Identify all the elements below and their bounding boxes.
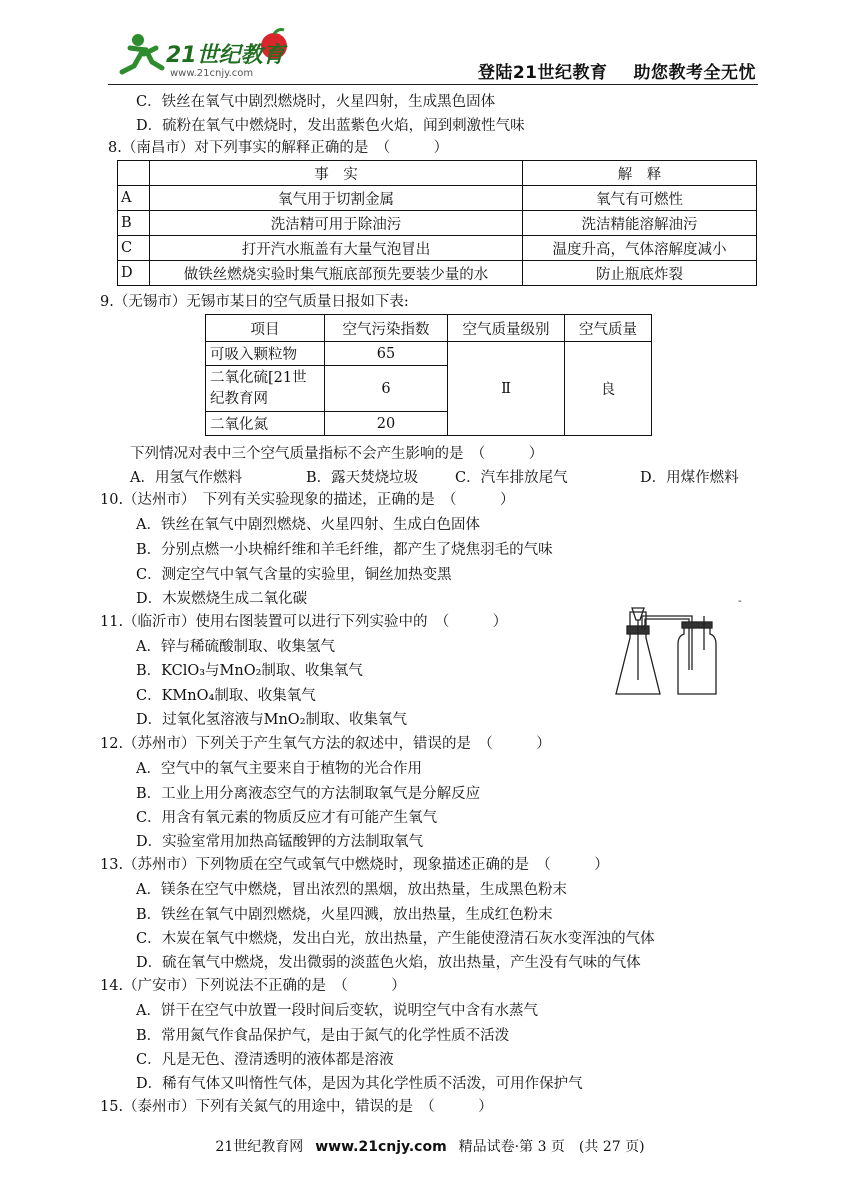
table-row: 二氧化硫[21世 纪教育网 6 — [206, 366, 652, 412]
q9-option-a: A．用氢气作燃料 — [130, 470, 242, 486]
slogan-left: 登陆21世纪教育 — [477, 63, 608, 83]
running-man-icon — [122, 34, 162, 72]
q10-option-b: B．分别点燃一小块棉纤维和羊毛纤维，都产生了烧焦羽毛的气味 — [136, 542, 553, 558]
table-row: 二氧化氮 20 — [206, 412, 652, 436]
logo — [108, 28, 308, 82]
q12-option-b: B．工业上用分离液态空气的方法制取氧气是分解反应 — [136, 786, 481, 802]
q15-stem: 15.（泰州市）下列有关氮气的用途中，错误的是 （ ） — [100, 1099, 493, 1115]
table-row: A 氧气用于切割金属 氧气有可燃性 — [118, 186, 757, 211]
q9-option-b: B．露天焚烧垃圾 — [306, 470, 419, 486]
q9-option-d: D．用煤作燃料 — [640, 470, 739, 486]
q10-option-a: A．铁丝在氧气中剧烈燃烧、火星四射、生成白色固体 — [136, 517, 480, 533]
q14-option-c: C．凡是无色、澄清透明的液体都是溶液 — [136, 1052, 394, 1068]
q14-stem: 14.（广安市）下列说法不正确的是 （ ） — [100, 978, 406, 994]
q13-stem: 13.（苏州市）下列物质在空气或氧气中燃烧时，现象描述正确的是 （ ） — [100, 857, 609, 873]
q12-stem: 12.（苏州市）下列关于产生氧气方法的叙述中，错误的是 （ ） — [100, 736, 551, 752]
header-divider — [108, 84, 758, 85]
q10-option-c: C．测定空气中氧气含量的实验里，铜丝加热变黑 — [136, 567, 452, 583]
q9-table — [205, 314, 652, 436]
table-row: C 打开汽水瓶盖有大量气泡冒出 温度升高，气体溶解度减小 — [118, 236, 757, 261]
table-row: D 做铁丝燃烧实验时集气瓶底部预先要装少量的水 防止瓶底炸裂 — [118, 261, 757, 286]
q9-option-c: C．汽车排放尾气 — [455, 470, 568, 486]
q13-option-a: A．镁条在空气中燃烧，冒出浓烈的黑烟，放出热量，生成黑色粉末 — [136, 882, 567, 898]
svg-text:-: - — [738, 600, 742, 607]
q13-option-d: D．硫在氧气中燃烧，发出微弱的淡蓝色火焰，放出热量，产生没有气味的气体 — [136, 955, 641, 971]
q12-option-a: A．空气中的氧气主要来自于植物的光合作用 — [136, 761, 422, 777]
q12-option-c: C．用含有氧元素的物质反应才有可能产生氧气 — [136, 810, 438, 826]
q8-stem: 8.（南昌市）对下列事实的解释正确的是 （ ） — [108, 140, 449, 156]
q12-option-d: D．实验室常用加热高锰酸钾的方法制取氧气 — [136, 834, 424, 850]
q9-stem: 9.（无锡市）无锡市某日的空气质量日报如下表: — [100, 294, 409, 310]
table-header-row — [118, 161, 757, 186]
footer-page-info: 精品试卷·第 3 页 (共 27 页) — [458, 1139, 645, 1155]
q11-option-c: C．KMnO₄制取、收集氧气 — [136, 688, 316, 704]
q14-option-d: D．稀有气体又叫惰性气体，是因为其化学性质不活泼，可用作保护气 — [136, 1076, 583, 1092]
q9-prompt: 下列情况对表中三个空气质量指标不会产生影响的是 （ ） — [130, 446, 544, 462]
q7-option-c: C．铁丝在氧气中剧烈燃烧时，火星四射，生成黑色固体 — [136, 94, 496, 110]
header-fact: 事 实 — [150, 161, 523, 186]
table-row: B 洗洁精可用于除油污 洗洁精能溶解油污 — [118, 211, 757, 236]
footer-left: 21世纪教育网 — [215, 1139, 304, 1155]
q11-option-d: D．过氧化氢溶液与MnO₂制取、收集氧气 — [136, 712, 408, 728]
table-row: 可吸入颗粒物 65 Ⅱ 良 — [206, 342, 652, 366]
footer-site: www.21cnjy.com — [315, 1139, 447, 1155]
q10-stem: 10.（达州市） 下列有关实验现象的描述，正确的是 （ ） — [100, 492, 515, 508]
logo-url: www.21cnjy.com — [170, 68, 254, 79]
slogan-right: 助您教考全无忧 — [633, 63, 756, 83]
table-header-row: 项目 空气污染指数 空气质量级别 空气质量 — [206, 315, 652, 342]
q10-option-d: D．木炭燃烧生成二氧化碳 — [136, 591, 308, 607]
q11-option-a: A．锌与稀硫酸制取、收集氢气 — [136, 639, 335, 655]
q13-option-b: B．铁丝在氧气中剧烈燃烧，火星四溅，放出热量，生成红色粉末 — [136, 907, 553, 923]
page-header — [108, 28, 756, 84]
logo-text: 21世纪教育 — [166, 43, 285, 68]
air-quality-level: Ⅱ — [448, 342, 565, 436]
q13-option-c: C．木炭在氧气中燃烧，发出白光，放出热量，产生能使澄清石灰水变浑浊的气体 — [136, 931, 655, 947]
q8-table — [117, 160, 757, 286]
q14-option-b: B．常用氮气作食品保护气，是由于氮气的化学性质不活泼 — [136, 1028, 510, 1044]
header-explanation: 解 释 — [523, 161, 757, 186]
q11-option-b: B．KClO₃与MnO₂制取、收集氧气 — [136, 663, 363, 679]
page-footer — [0, 1136, 860, 1156]
q11-stem: 11.（临沂市）使用右图装置可以进行下列实验中的 （ ） — [100, 614, 508, 630]
header-slogan — [478, 58, 756, 83]
gas-collection-apparatus-figure — [612, 600, 752, 700]
q14-option-a: A．饼干在空气中放置一段时间后变软，说明空气中含有水蒸气 — [136, 1003, 538, 1019]
q7-option-d: D．硫粉在氧气中燃烧时，发出蓝紫色火焰，闻到刺激性气味 — [136, 118, 525, 134]
air-quality: 良 — [565, 342, 652, 436]
